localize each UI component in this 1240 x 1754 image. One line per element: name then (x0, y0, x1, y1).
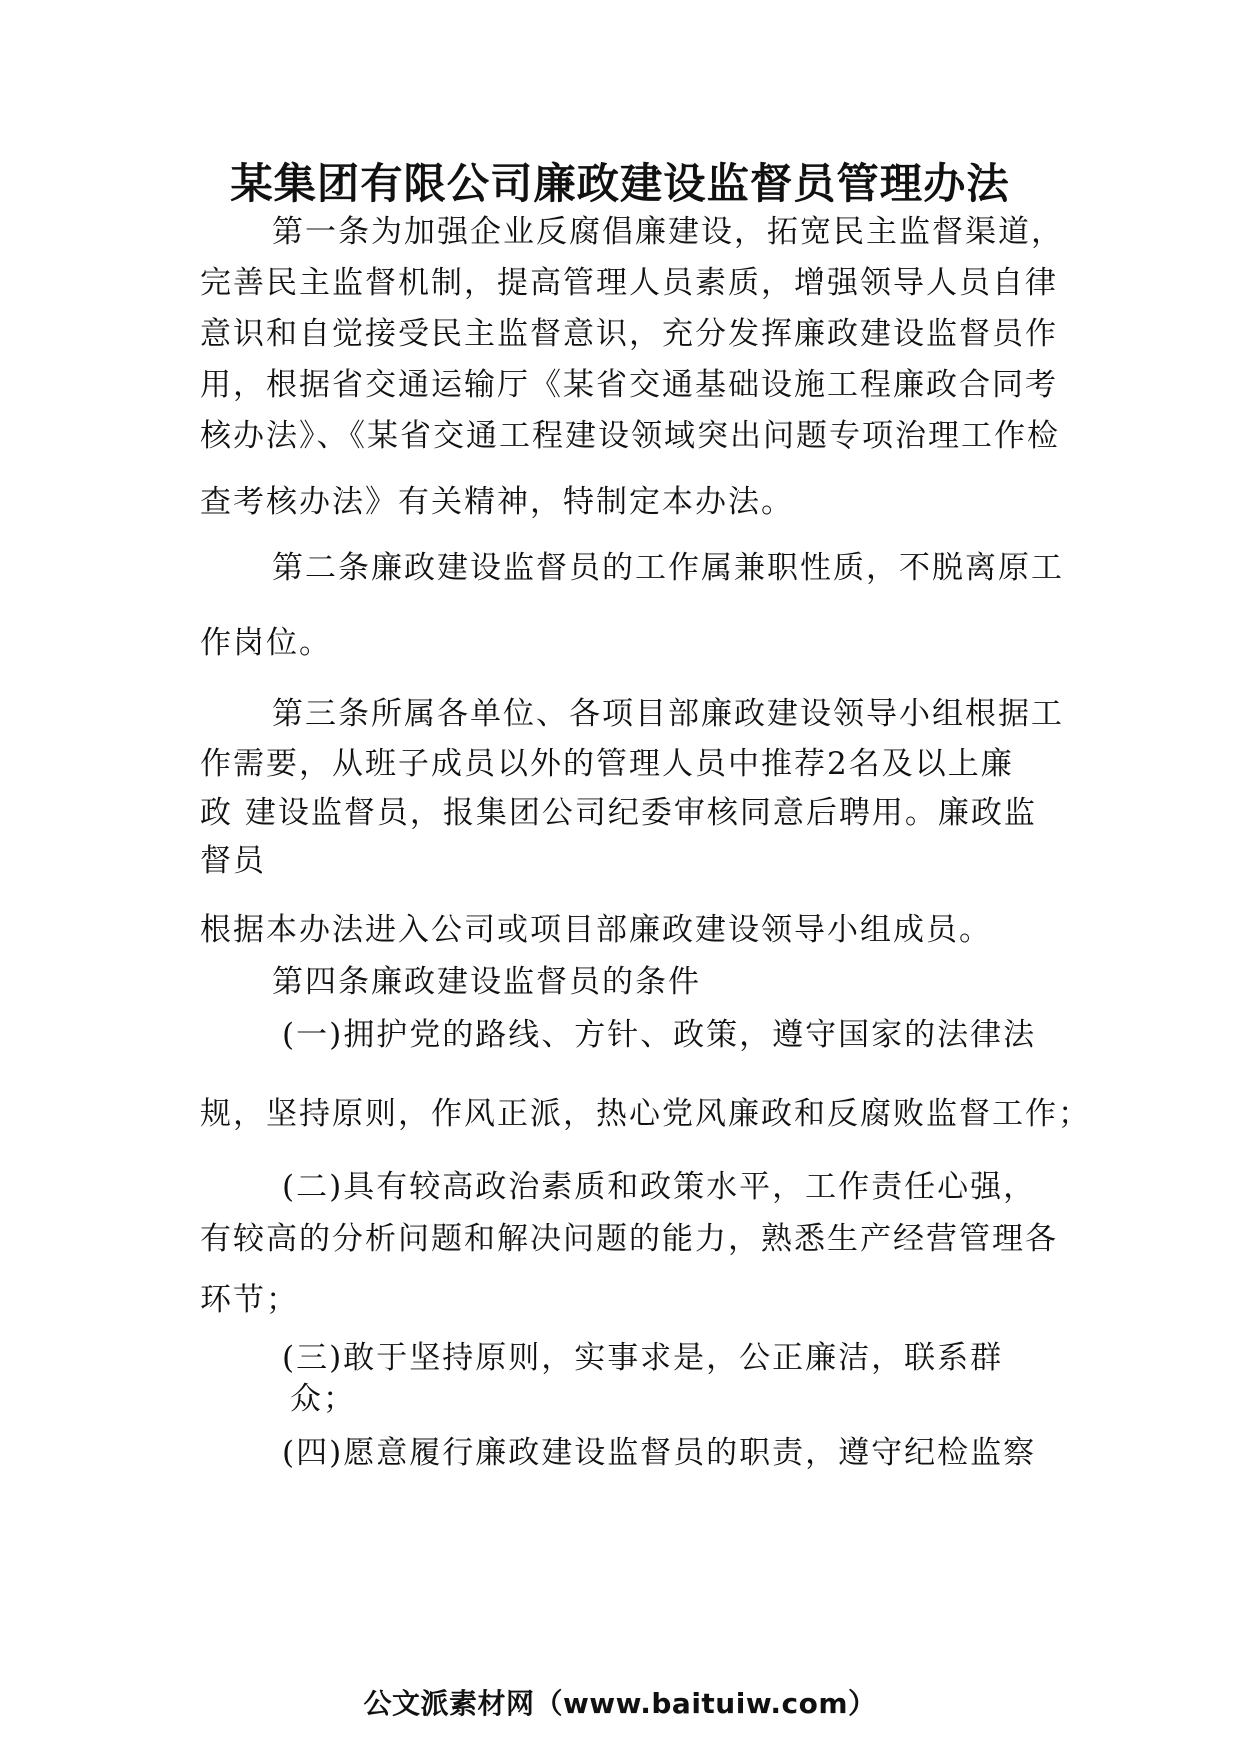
article-4-item-2-line-3: 环节； (200, 1282, 299, 1318)
article-4-item-3-line-1: (三)敢于坚持原则，实事求是，公正廉洁，联系群 (282, 1340, 1004, 1376)
article-3-line-5: 根据本办法进入公司或项目部廉政建设领导小组成员。 (200, 912, 992, 948)
article-3-line-4: 督员 (200, 843, 266, 879)
article-3-line-3: 政 建设监督员，报集团公司纪委审核同意后聘用。廉政监 (200, 795, 1037, 831)
article-2-line-1: 第二条廉政建设监督员的工作属兼职性质，不脱离原工 (272, 550, 1064, 586)
article-1-line-4: 用，根据省交通运输厅《某省交通基础设施工程廉政合同考 (200, 367, 1058, 403)
article-1-line-5: 核办法》、《某省交通工程建设领域突出问题专项治理工作检 (200, 418, 1060, 454)
article-1-line-3: 意识和自觉接受民主监督意识，充分发挥廉政建设监督员作 (200, 316, 1058, 352)
article-2-line-2: 作岗位。 (200, 625, 332, 661)
article-4-heading: 第四条廉政建设监督员的条件 (272, 964, 701, 1000)
article-4-item-2-line-2: 有较高的分析问题和解决问题的能力，熟悉生产经营管理各 (200, 1221, 1058, 1257)
article-4-item-4-line-1: (四)愿意履行廉政建设监督员的职责，遵守纪检监察 (282, 1435, 1037, 1471)
article-1-line-1: 第一条为加强企业反腐倡廉建设，拓宽民主监督渠道， (272, 214, 1064, 250)
article-3-line-1: 第三条所属各单位、各项目部廉政建设领导小组根据工 (272, 696, 1064, 732)
article-1-line-6: 查考核办法》有关精神，特制定本办法。 (200, 484, 794, 520)
article-4-item-2-line-1: (二)具有较高政治素质和政策水平，工作责任心强， (282, 1169, 1037, 1205)
document-title: 某集团有限公司廉政建设监督员管理办法 (230, 159, 1010, 208)
article-1-line-2: 完善民主监督机制，提高管理人员素质，增强领导人员自律 (200, 265, 1058, 301)
article-3-line-2: 作需要，从班子成员以外的管理人员中推荐2名及以上廉 (200, 746, 1014, 782)
article-4-item-1-line-1: (一)拥护党的路线、方针、政策，遵守国家的法律法 (282, 1017, 1037, 1053)
article-4-item-1-line-2: 规，坚持原则，作风正派，热心党风廉政和反腐败监督工作； (200, 1096, 1091, 1132)
footer-source: 公文派素材网（www.baituiw.com） (363, 1687, 877, 1720)
article-4-item-3-line-2: 众； (290, 1381, 356, 1417)
